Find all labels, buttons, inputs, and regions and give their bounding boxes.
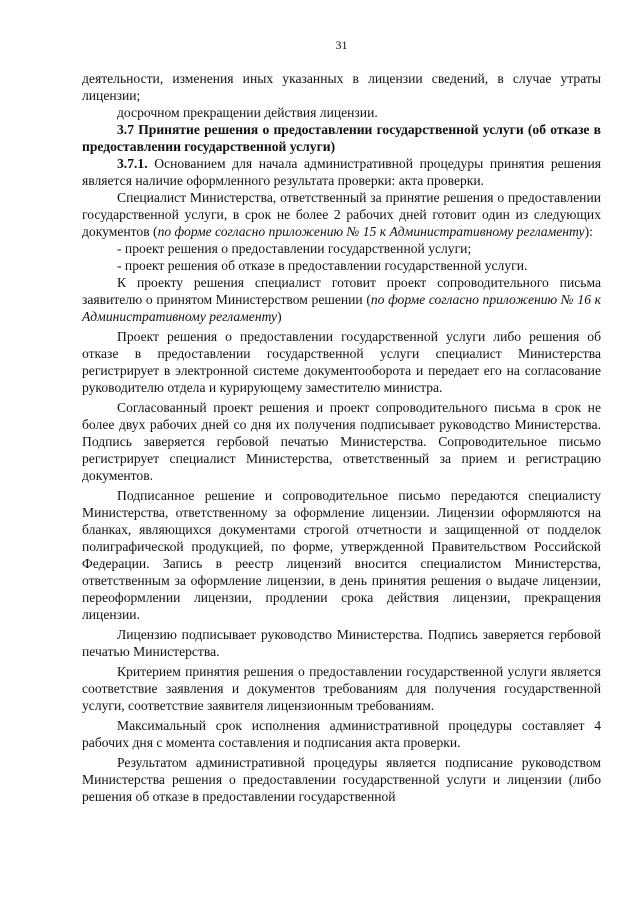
paragraph-signing: Согласованный проект решения и проект сопроводительного письма в срок не более двух рабочих дней со дня их получения подписывает руководство Министерства. Подпись заверяется гербовой печатью Министерства. Сопроводительное письмо регистрирует специалист Министерства, ответственный за прием и регистрацию документов. [82,400,601,483]
list-item-grant-decision: - проект решения о предоставлении государственной услуги; [117,241,472,256]
clause-number: 3.7.1. [117,156,148,171]
appendix-reference: по форме согласно приложению № 16 к Административному регламенту [82,292,602,324]
paragraph-criterion: Критерием принятия решения о предоставлении государственной услуги является соответствие заявления и документов требованиям для получения государственной услуги, соответствие заявителя лицензионным требованиям. [82,664,601,713]
document-body [82,70,601,805]
paragraph-result: Результатом административной процедуры является подписание руководством Министерства решения о предоставлении государственной услуги и лицензии (либо решения об отказе в предоставлении государственной [82,755,601,804]
document-page [82,38,601,805]
appendix-reference: по форме согласно приложению № 15 к Административному регламенту [157,224,585,239]
paragraph-cover-letter: К проекту решения специалист готовит проект сопроводительного письма заявителю о принятом Министерством решении (по форме согласно приложению № 16 к Административному регламенту) [82,275,602,324]
paragraph-registration: Проект решения о предоставлении государственной услуги либо решения об отказе в предоставлении государственной услуги специалист Министерства регистрирует в электронной системе документооборота и передает его на согласование руководителю отдела и курирующему заместителю министра. [82,329,601,395]
page-number: 31 [335,38,348,52]
paragraph-specialist-prepares: Специалист Министерства, ответственный за принятие решения о предоставлении государственной услуги, в срок не более 2 рабочих дней готовит один из следующих документов (по форме согласно приложению № 15 к Административному регламенту): [82,190,601,239]
section-heading-3-7: 3.7 Принятие решения о предоставлении государственной услуги (об отказе в предоставлении государственной услуги) [82,122,601,154]
paragraph-license-issuance: Подписанное решение и сопроводительное письмо передаются специалисту Министерства, ответственному за оформление лицензии. Лицензии оформляются на бланках, являющихся документами строгой отчетности и защищенной от подделок полиграфической продукцией, по форме, утвержденной Правительством Российской Федерации. Запись в реестр лицензий вносится специалистом Министерства, ответственным за оформление лицензии, в день принятия решения о выдаче лицензии, переоформлении лицензии, продлении срока действия лицензии, прекращения лицензии. [82,488,601,622]
list-item-refusal-decision: - проект решения об отказе в предоставлении государственной услуги. [117,258,528,273]
paragraph-license-signature: Лицензию подписывает руководство Министерства. Подпись заверяется гербовой печатью Министерства. [82,627,601,659]
paragraph-early-termination: досрочном прекращении действия лицензии. [117,105,378,120]
paragraph-3-7-1: 3.7.1. Основанием для начала административной процедуры принятия решения является наличие оформленного результата проверки: акта проверки. [82,156,601,188]
paragraph-license-changes: деятельности, изменения иных указанных в лицензии сведений, в случае утраты лицензии; [82,71,601,103]
paragraph-max-duration: Максимальный срок исполнения административной процедуры составляет 4 рабочих дня с момента составления и подписания акта проверки. [82,718,601,750]
